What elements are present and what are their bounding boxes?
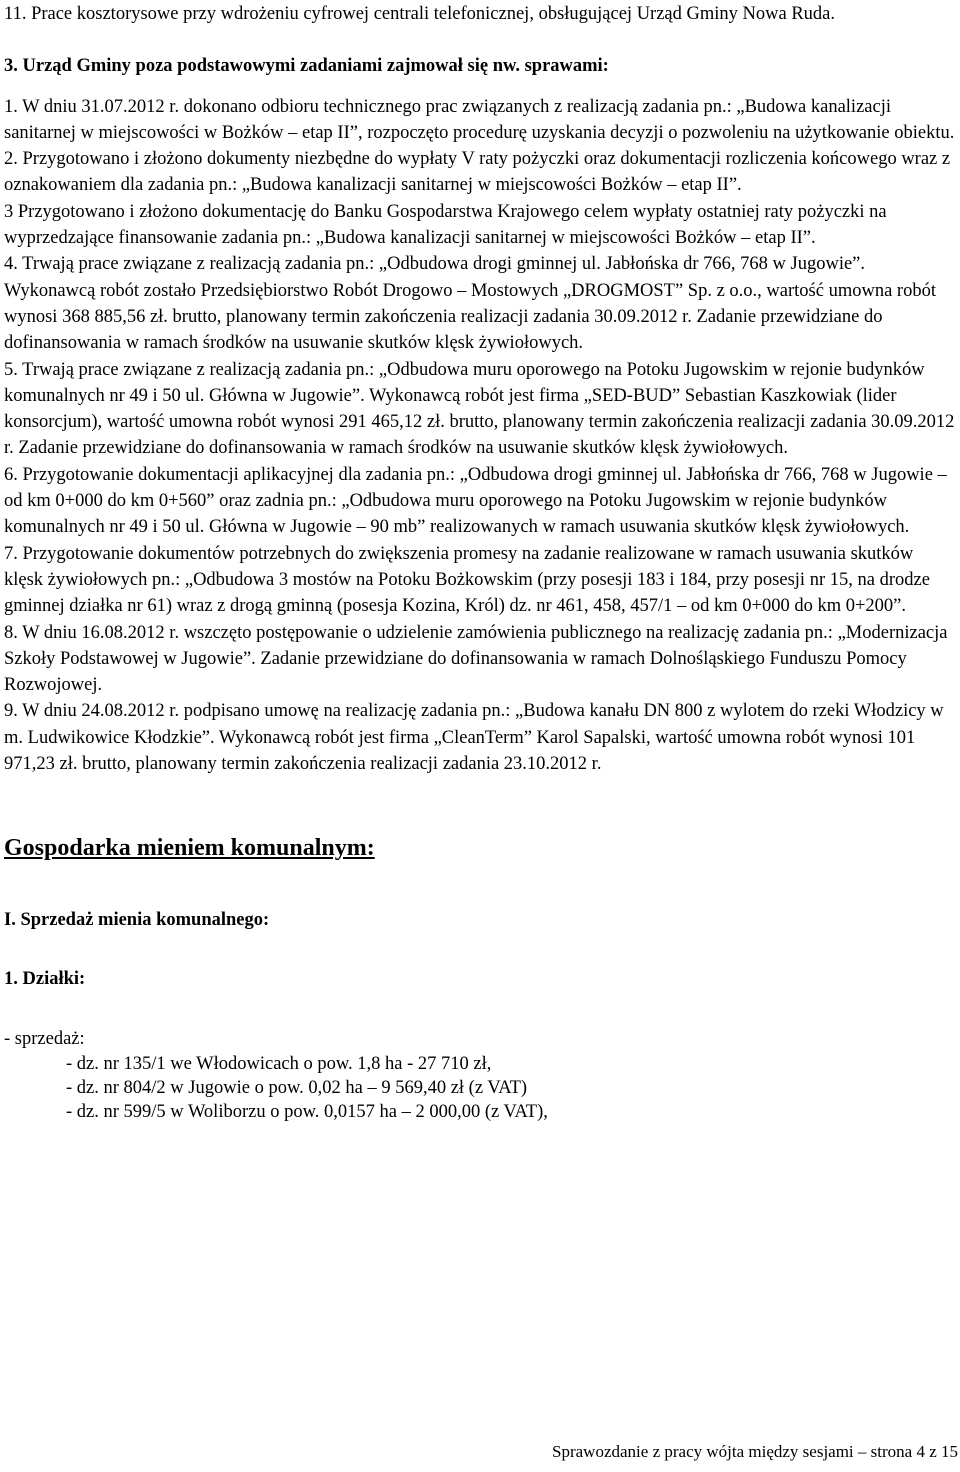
list-item: - dz. nr 599/5 w Woliborzu o pow. 0,0157 ha – 2 000,00 (z VAT), — [66, 1102, 548, 1123]
list-item: 2. Przygotowano i złożono dokumenty niezbędne do wypłaty V raty pożyczki oraz dokumentacji rozliczenia końcowego wraz z oznakowaniem dla zadania pn.: „Budowa kanalizacji sanitarnej w miejscowości Bożków – etap II”. — [4, 149, 951, 196]
page-footer: Sprawozdanie z pracy wójta między sesjami – strona 4 z 15 — [552, 1442, 958, 1461]
section-3-heading: 3. Urząd Gminy poza podstawowymi zadaniami zajmował się nw. sprawami: — [4, 56, 609, 77]
sale-label: - sprzedaż: — [4, 1028, 85, 1049]
list-item: 3 Przygotowano i złożono dokumentację do Banku Gospodarstwa Krajowego celem wypłaty ostatniej raty pożyczki na wyprzedzające finansowanie zadania pn.: „Budowa kanalizacji sanitarnej w miejscowości Bożków – etap II”. — [4, 201, 887, 249]
list-item: - dz. nr 135/1 we Włodowicach o pow. 1,8 ha - 27 710 zł, — [66, 1054, 492, 1075]
list-item: 9. W dniu 24.08.2012 r. podpisano umowę na realizację zadania pn.: „Budowa kanału DN 800 z wylotem do rzeki Włodzicy w m. Ludwikowice Kłodzkie”. Wykonawcą robót jest firma „CleanTerm” Karol Sapalski, wartość umowna robót wynosi 101 971,23 zł. brutto, planowany termin zakończenia realizacji zadania 23.10.2012 r. — [4, 701, 944, 775]
list-item: 1. W dniu 31.07.2012 r. dokonano odbioru technicznego prac związanych z realizacją zadania pn.: „Budowa kanalizacji sanitarnej w miejscowości w Bożków – etap II”, rozpoczęto procedurę uzyskania decyzji o pozwoleniu na użytkowanie obiektu. — [4, 96, 955, 143]
list-item: 8. W dniu 16.08.2012 r. wszczęto postępowanie o udzielenie zamówienia publicznego na realizację zadania pn.: „Modernizacja Szkoły Podstawowej w Jugowie”. Zadanie przewidziane do dofinansowania w ramach Dolnośląskiego Funduszu Pomocy Rozwojowej. — [4, 622, 948, 696]
list-item: - dz. nr 804/2 w Jugowie o pow. 0,02 ha – 9 569,40 zł (z VAT) — [66, 1078, 528, 1099]
section-3-list — [4, 94, 956, 778]
document-page — [4, 0, 956, 1472]
municipal-property-heading: Gospodarka mieniem komunalnym: — [4, 835, 375, 862]
plots-heading: 1. Działki: — [4, 968, 86, 989]
list-item: 4. Trwają prace związane z realizacją zadania pn.: „Odbudowa drogi gminnej ul. Jabłońska dr 766, 768 w Jugowie”. Wykonawcą robót zostało Przedsiębiorstwo Robót Drogowo – Mostowych „DROGMOST” Sp. z o.o., wartość umowna robót wynosi 368 885,56 zł. brutto, planowany termin zakończenia realizacji zadania 30.09.2012 r. Zadanie przewidziane do dofinansowania w ramach środków na usuwanie skutków klęsk żywiołowych. — [4, 254, 936, 354]
sale-heading: I. Sprzedaż mienia komunalnego: — [4, 910, 270, 931]
list-item: 5. Trwają prace związane z realizacją zadania pn.: „Odbudowa muru oporowego na Potoku Jugowskim w rejonie budynków komunalnych nr 49 i 50 ul. Główna w Jugowie”. Wykonawcą robót jest firma „SED-BUD” Sebastian Kaszkowiak (lider konsorcjum), wartość umowna robót wynosi 291 465,12 zł. brutto, planowany termin zakończenia realizacji zadania 30.09.2012 r. Zadanie przewidziane do dofinansowania w ramach środków na usuwanie skutków klęsk żywiołowych. — [4, 359, 955, 459]
plots-list — [4, 1052, 956, 1124]
list-item: 7. Przygotowanie dokumentów potrzebnych do zwiększenia promesy na zadanie realizowane w ramach usuwania skutków klęsk żywiołowych pn.: „Odbudowa 3 mostów na Potoku Bożkowskim (przy posesji 183 i 184, przy posesji nr 15, na drodze gminnej działka nr 61) wraz z drogą gminną (posesja Kozina, Król) dz. nr 461, 458, 457/1 – od km 0+000 do km 0+200”. — [4, 543, 930, 617]
item-11-paragraph: 11. Prace kosztorysowe przy wdrożeniu cyfrowej centrali telefonicznej, obsługującej Urząd Gminy Nowa Ruda. — [4, 4, 836, 24]
list-item: 6. Przygotowanie dokumentacji aplikacyjnej dla zadania pn.: „Odbudowa drogi gminnej ul. Jabłońska dr 766, 768 w Jugowie – od km 0+000 do km 0+560” oraz zadnia pn.: „Odbudowa muru oporowego na Potoku Jugowskim w rejonie budynków komunalnych nr 49 i 50 ul. Główna w Jugowie – 90 mb” realizowanych w ramach usuwania skutków klęsk żywiołowych. — [4, 464, 947, 538]
